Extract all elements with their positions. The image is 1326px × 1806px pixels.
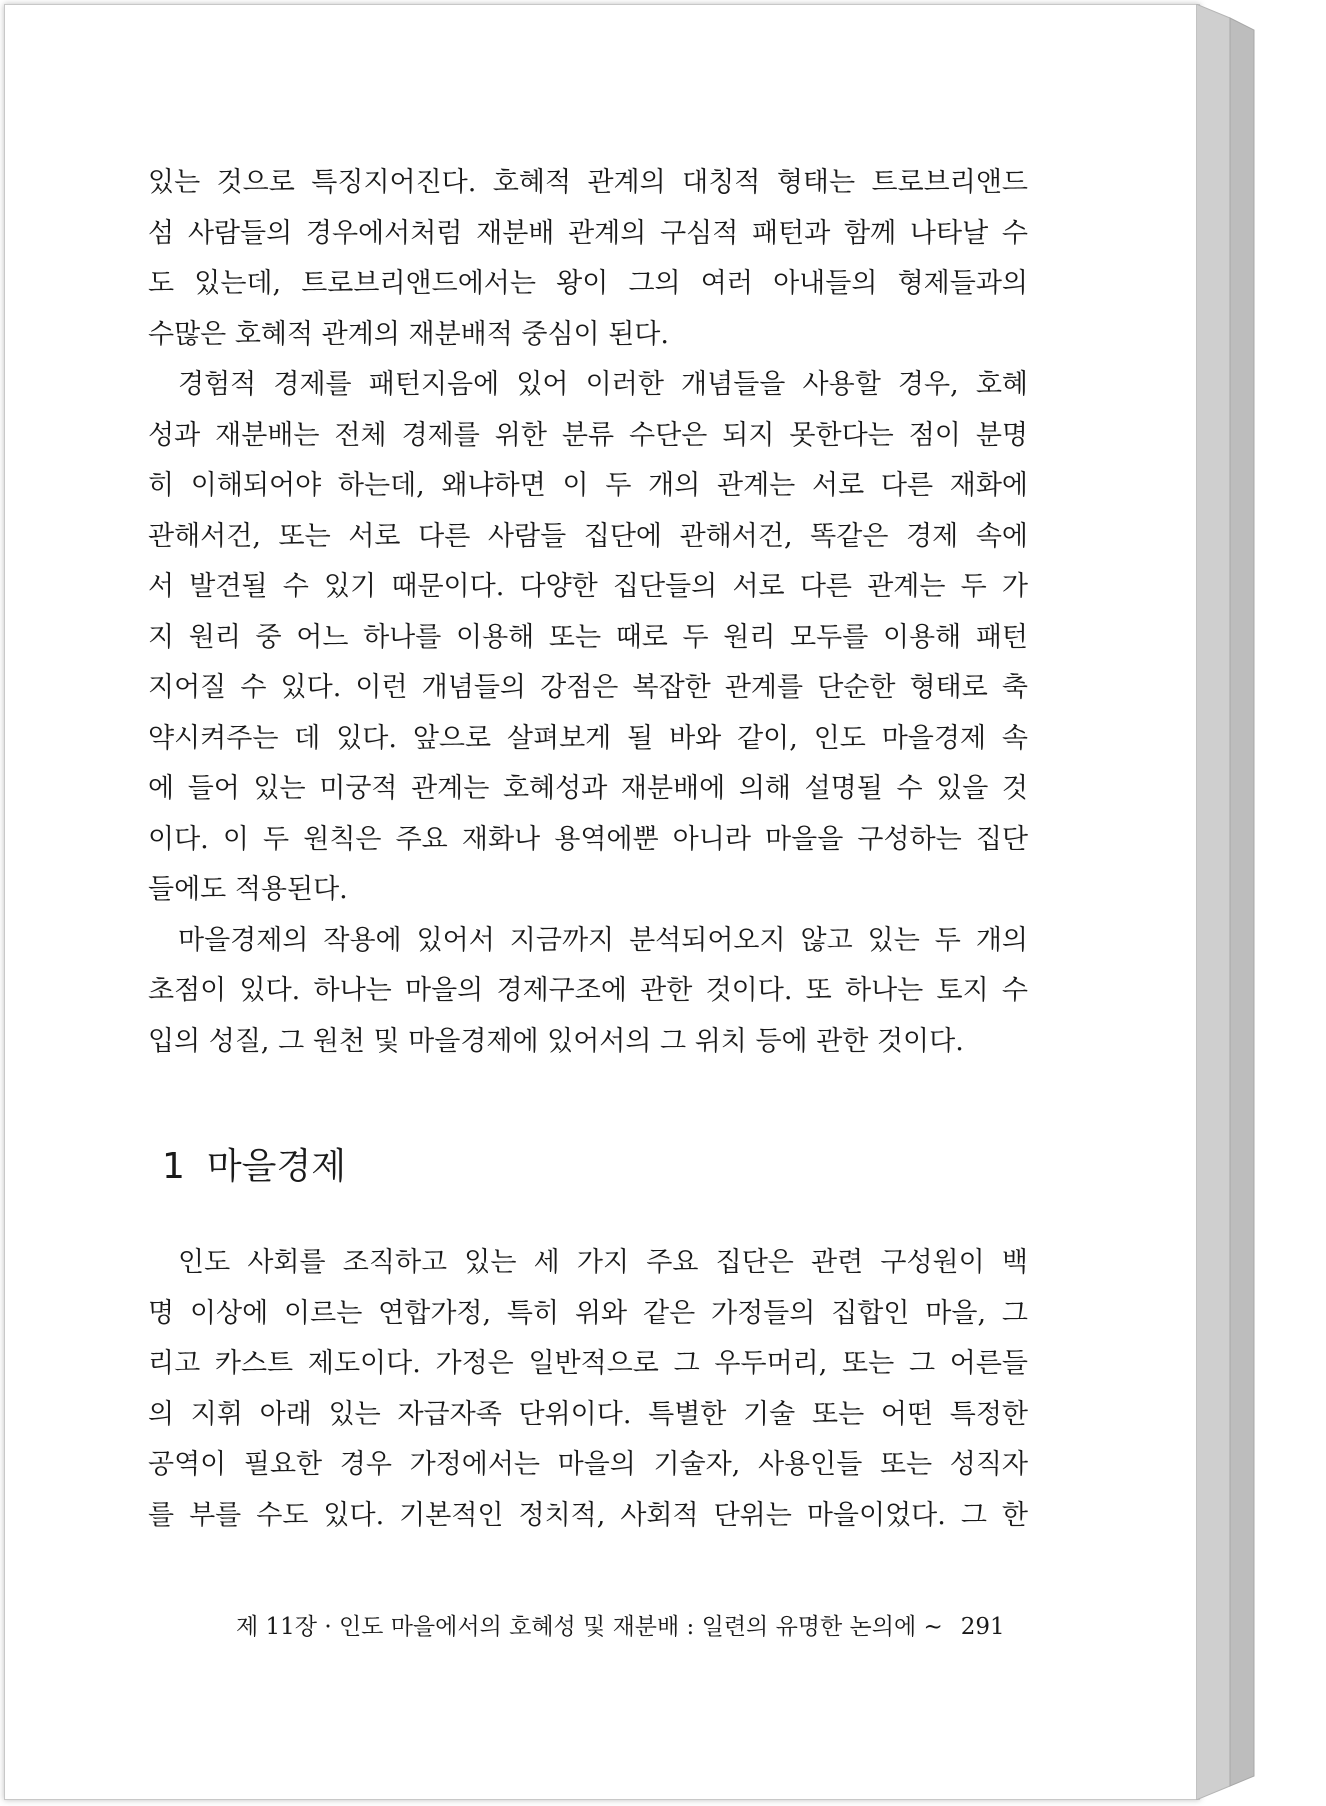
section-number: 1 <box>162 1146 185 1187</box>
text-line: 서 발견될 수 있기 때문이다. 다양한 집단들의 서로 다른 관계는 두 가 <box>148 571 1029 602</box>
text-line: 지어질 수 있다. 이런 개념들의 강점은 복잡한 관계를 단순한 형태로 축 <box>148 672 1028 703</box>
text-line: 경험적 경제를 패턴지음에 있어 이러한 개념들을 사용할 경우, 호혜 <box>178 369 1028 400</box>
section-paragraph-1 <box>148 1238 1028 1541</box>
text-line: 이다. 이 두 원칙은 주요 재화나 용역에뿐 아니라 마을을 구성하는 집단 <box>148 823 1028 855</box>
paragraph-2 <box>148 360 1028 916</box>
text-line: 명 이상에 이르는 연합가정, 특히 위와 같은 가정들의 집합인 마을, 그 <box>148 1297 1028 1329</box>
text-line: 를 부를 수도 있다. 기본적인 정치적, 사회적 단위는 마을이었다. 그 한 <box>148 1499 1028 1531</box>
paragraph-1 <box>148 158 1028 360</box>
text-line: 들에도 적용된다. <box>148 874 348 905</box>
paragraph-3 <box>148 916 1028 1068</box>
text-line: 섬 사람들의 경우에서처럼 재분배 관계의 구심적 패턴과 함께 나타날 수 <box>148 217 1028 249</box>
text-line: 공역이 필요한 경우 가정에서는 마을의 기술자, 사용인들 또는 성직자 <box>148 1449 1028 1480</box>
text-line: 있는 것으로 특징지어진다. 호혜적 관계의 대칭적 형태는 트로브리앤드 <box>148 167 1028 198</box>
book-edge-decoration <box>1196 4 1260 1800</box>
text-line: 입의 성질, 그 원천 및 마을경제에 있어서의 그 위치 등에 관한 것이다. <box>148 1025 964 1057</box>
text-line: 초점이 있다. 하나는 마을의 경제구조에 관한 것이다. 또 하나는 토지 수 <box>148 975 1028 1006</box>
body-text <box>148 158 1028 1067</box>
running-footer <box>236 1608 1005 1641</box>
text-line: 히 이해되어야 하는데, 왜냐하면 이 두 개의 관계는 서로 다른 재화에 <box>148 470 1028 501</box>
text-line: 약시켜주는 데 있다. 앞으로 살펴보게 될 바와 같이, 인도 마을경제 속 <box>148 722 1028 754</box>
text-line: 마을경제의 작용에 있어서 지금까지 분석되어오지 않고 있는 두 개의 <box>178 924 1028 956</box>
page-number: 291 <box>960 1614 1005 1640</box>
text-line: 관해서건, 또는 서로 다른 사람들 집단에 관해서건, 똑같은 경제 속에 <box>148 520 1028 552</box>
text-line: 인도 사회를 조직하고 있는 세 가지 주요 집단은 관련 구성원이 백 <box>178 1247 1028 1278</box>
text-line: 의 지휘 아래 있는 자급자족 단위이다. 특별한 기술 또는 어떤 특정한 <box>148 1398 1028 1430</box>
text-line: 에 들어 있는 미궁적 관계는 호혜성과 재분배에 의해 설명될 수 있을 것 <box>148 773 1028 804</box>
text-line: 도 있는데, 트로브리앤드에서는 왕이 그의 여러 아내들의 형제들과의 <box>148 268 1028 299</box>
text-line: 수많은 호혜적 관계의 재분배적 중심이 된다. <box>148 318 669 350</box>
section-body-text <box>148 1238 1028 1541</box>
text-line: 지 원리 중 어느 하나를 이용해 또는 때로 두 원리 모두를 이용해 패턴 <box>148 621 1028 653</box>
section-heading <box>162 1138 346 1189</box>
text-line: 성과 재분배는 전체 경제를 위한 분류 수단은 되지 못한다는 점이 분명 <box>148 419 1028 451</box>
footer-running-title: 제 11장 · 인도 마을에서의 호혜성 및 재분배 : 일련의 유명한 논의에 ∼ <box>236 1614 943 1640</box>
text-line: 리고 카스트 제도이다. 가정은 일반적으로 그 우두머리, 또는 그 어른들 <box>148 1348 1028 1379</box>
section-title: 마을경제 <box>206 1146 347 1187</box>
